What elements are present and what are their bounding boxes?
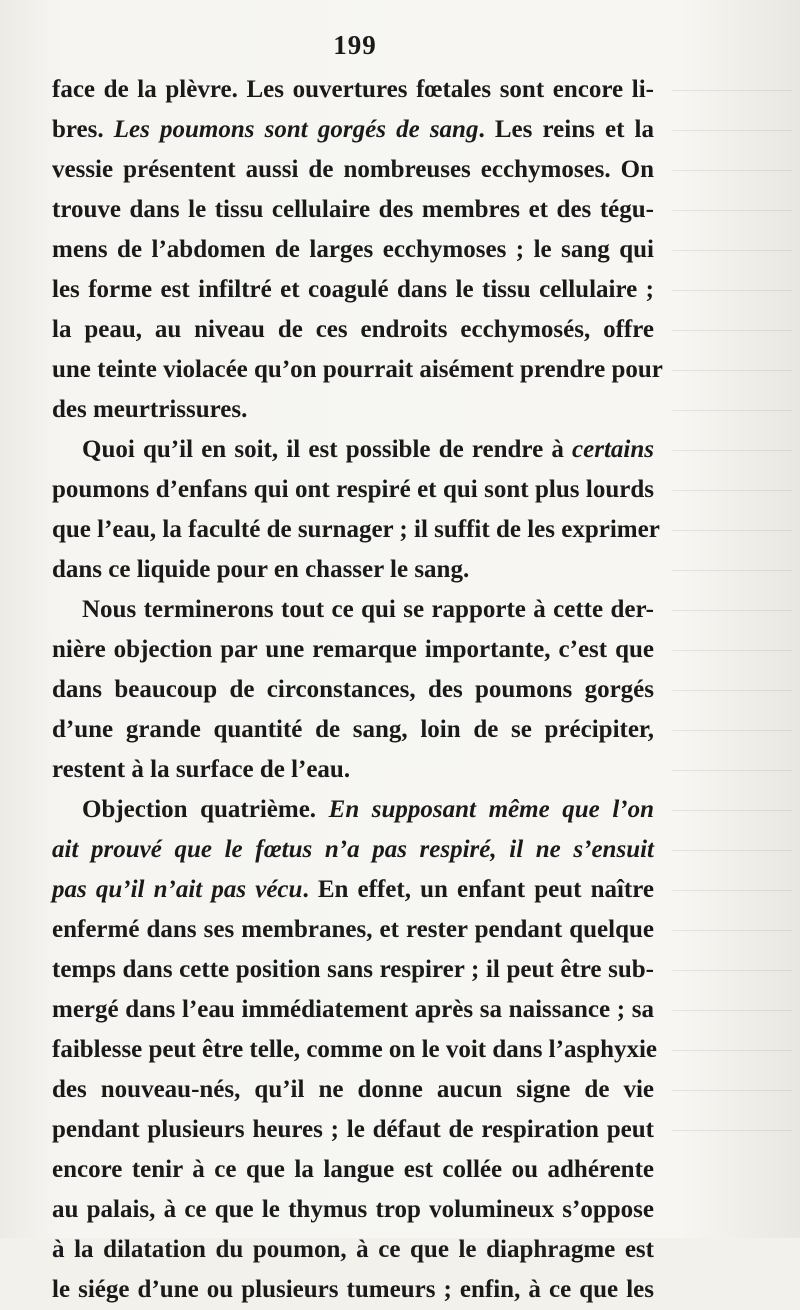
text-line: au palais, à ce que le thymus trop volumineux s’oppose bbox=[52, 1196, 654, 1223]
text-line: trouve dans le tissu cellulaire des membres et des tégu- bbox=[52, 196, 654, 223]
text-line: nière objection par une remarque importante, c’est que bbox=[52, 636, 654, 663]
text-line: des meurtrissures. bbox=[52, 396, 248, 423]
text-line: mergé dans l’eau immédiatement après sa naissance ; sa bbox=[52, 996, 654, 1023]
text-line: Quoi qu’il en soit, il est possible de rendre à certains bbox=[82, 436, 654, 463]
text-line: pas qu’il n’ait pas vécu. En effet, un enfant peut naître bbox=[52, 876, 654, 903]
text-line: enfermé dans ses membranes, et rester pendant quelque bbox=[52, 916, 654, 943]
text-line: temps dans cette position sans respirer ; il peut être sub- bbox=[52, 956, 654, 983]
text-line: mens de l’abdomen de larges ecchymoses ; le sang qui bbox=[52, 236, 654, 263]
text-line: restent à la surface de l’eau. bbox=[52, 756, 351, 783]
text-line: bres. Les poumons sont gorgés de sang. Les reins et la bbox=[52, 116, 654, 143]
text-line: la peau, au niveau de ces endroits ecchymosés, offre bbox=[52, 316, 654, 343]
body-text bbox=[52, 70, 663, 1310]
text-line: d’une grande quantité de sang, loin de se précipiter, bbox=[52, 716, 654, 743]
page-number: 199 bbox=[333, 30, 377, 60]
text-line: Nous terminerons tout ce qui se rapporte à cette der- bbox=[82, 596, 654, 623]
text-line: les forme est infiltré et coagulé dans le tissu cellulaire ; bbox=[52, 276, 654, 303]
text-line: le siége d’une ou plusieurs tumeurs ; enfin, à ce que les bbox=[52, 1276, 654, 1303]
text-line: pendant plusieurs heures ; le défaut de respiration peut bbox=[52, 1116, 654, 1143]
text-line: à la dilatation du poumon, à ce que le diaphragme est bbox=[52, 1236, 654, 1263]
text-line: dans beaucoup de circonstances, des poumons gorgés bbox=[52, 676, 654, 703]
text-line: poumons d’enfans qui ont respiré et qui sont plus lourds bbox=[52, 476, 654, 503]
text-line: encore tenir à ce que la langue est collée ou adhérente bbox=[52, 1156, 654, 1183]
text-line: ait prouvé que le fœtus n’a pas respiré, il ne s’ensuit bbox=[52, 836, 654, 863]
text-line: vessie présentent aussi de nombreuses ecchymoses. On bbox=[52, 156, 654, 183]
text-line: que l’eau, la faculté de surnager ; il suffit de les exprimer bbox=[52, 516, 660, 543]
show-through-text bbox=[672, 60, 792, 1160]
text-line: des nouveau-nés, qu’il ne donne aucun signe de vie bbox=[52, 1076, 654, 1103]
text-line: dans ce liquide pour en chasser le sang. bbox=[52, 556, 470, 583]
text-line: Objection quatrième. En supposant même que l’on bbox=[82, 796, 654, 823]
text-line: face de la plèvre. Les ouvertures fœtales sont encore li- bbox=[52, 76, 654, 103]
text-line: une teinte violacée qu’on pourrait aisément prendre pour bbox=[52, 356, 663, 383]
text-line: faiblesse peut être telle, comme on le voit dans l’asphyxie bbox=[52, 1036, 658, 1063]
